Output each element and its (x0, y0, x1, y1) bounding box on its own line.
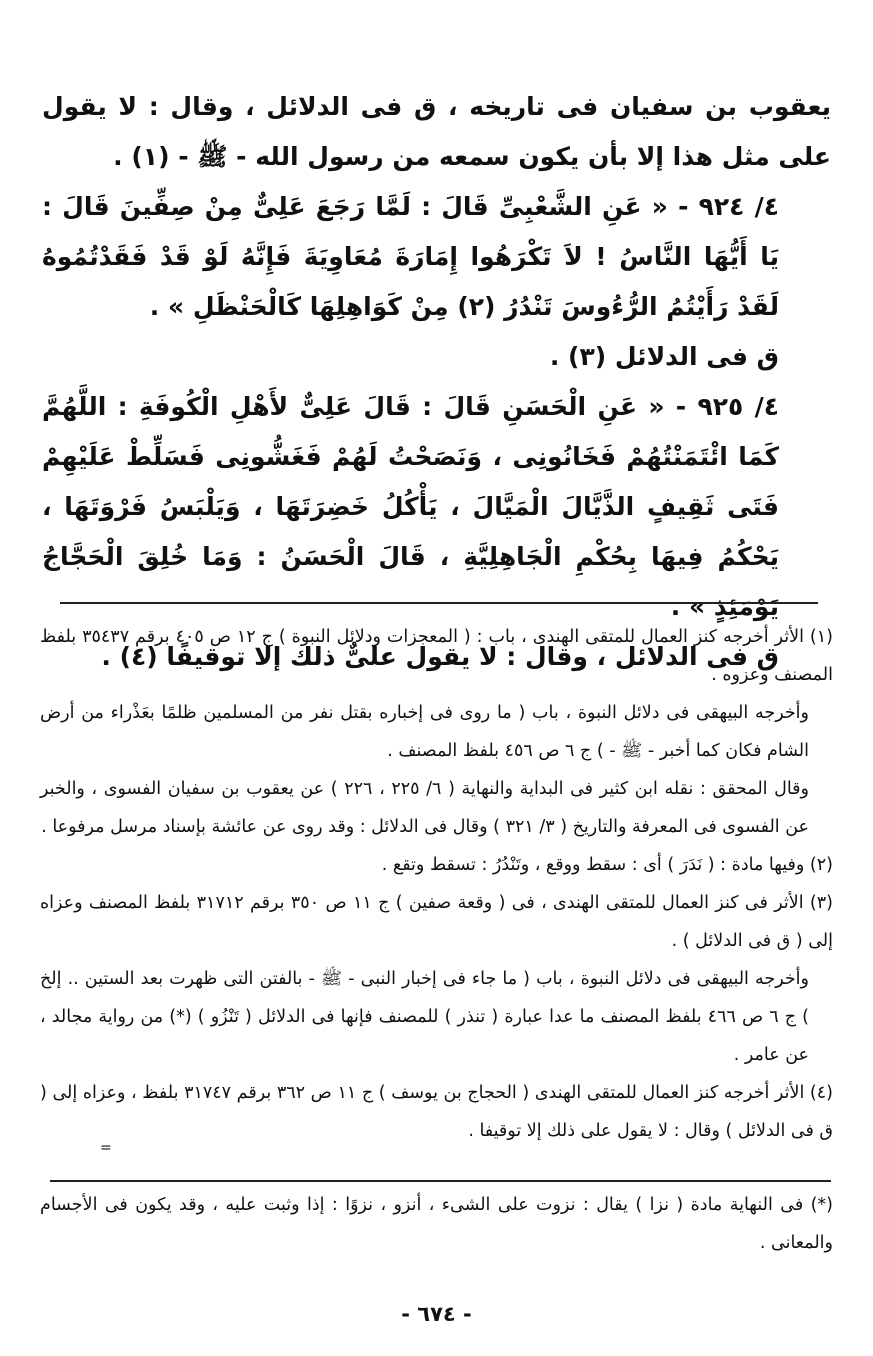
footnote-4: (٤) الأثر أخرجه كنز العمال للمتقى الهندى ( الحجاج بن يوسف ) ج ١١ ص ٣٦٢ برقم ٣١٧٤٧ بلفظ ، وعزاه إلى ( ق فى الدلائل ) وقال : لا يقول على ذلك إلا توقيفا . (40, 1083, 833, 1141)
main-paragraph: يعقوب بن سفيان فى تاريخه ، ق فى الدلائل ، وقال : لا يقول على مثل هذا إلا بأن يكون سمعه من رسول الله - ﷺ - (١) . (42, 92, 831, 171)
source-reference: ق فى الدلائل ، وقال : لا يقول علىٌّ ذلك إلا توقيفًا (٤) . (101, 642, 779, 671)
footnote-separator (60, 602, 818, 604)
footnote-3-continued: وأخرجه البيهقى فى دلائل النبوة ، باب ( ما جاء فى إخبار النبى - ﷺ - بالفتن التى ظهرت بعد الستين .. إلخ ) ج ٦ ص ٤٦٦ بلفظ المصنف ما عدا عبارة ( تنذر ) للمصنف فإنها فى الدلائل ( تَنْزُو ) (*) من رواية مجالد ، عن عامر . (40, 969, 809, 1065)
hadith-925: ٤/ ٩٢٥ - « عَنِ الْحَسَنِ قَالَ : قَالَ عَلِىٌّ لأَهْلِ الْكُوفَةِ : اللَّهُمَّ كَمَا ائْتَمَنْتُهُمْ فَخَانُونِى ، وَنَصَحْتُ لَهُمْ فَغَشُّونِى فَسَلِّطْ عَلَيْهِمْ فَتَى ثَقِيفٍ الذَّيَّالَ الْمَيَّالَ ، يَأْكُلُ خَضِرَتَهَا ، وَيَلْبَسُ فَرْوَتَهَا ، يَحْكُمُ فِيهَا بِحُكْمِ الْجَاهِلِيَّةِ ، قَالَ الْحَسَنُ : وَمَا خُلِقَ الْحَجَّاجُ يَوْمَئِذٍ » . (42, 392, 779, 621)
footnote-star: (*) فى النهاية مادة ( نزا ) يقال : نزوت على الشىء ، أنزو ، نزوًا : إذا وثبت عليه ، وقد يكون فى الأجسام والمعانى . (40, 1195, 833, 1253)
footnotes (40, 618, 833, 1150)
source-reference: ق فى الدلائل (٣) . (549, 342, 779, 371)
footnote-1-continued: وقال المحقق : نقله ابن كثير فى البداية والنهاية ( ٦/ ٢٢٥ ، ٢٢٦ ) عن يعقوب بن سفيان الفسوى ، والخبر عن الفسوى فى المعرفة والتاريخ ( ٣/ ٣٢١ ) وقال فى الدلائل : وقد روى عن عائشة بإسناد مرسل مرفوعا . (40, 779, 809, 837)
footnote-3: (٣) الأثر فى كنز العمال للمتقى الهندى ، فى ( وقعة صفين ) ج ١١ ص ٣٥٠ برقم ٣١٧١٢ بلفظ المصنف وعزاه إلى ( ق فى الدلائل ) . (40, 893, 833, 951)
hadith-924: ٤/ ٩٢٤ - « عَنِ الشَّعْبِىِّ قَالَ : لَمَّا رَجَعَ عَلِىٌّ مِنْ صِفِّينَ قَالَ : يَا أَيُّهَا النَّاسُ ! لاَ تَكْرَهُوا إِمَارَةَ مُعَاوِيَةَ فَإِنَّهُ لَوْ قَدْ فَقَدْتُمُوهُ لَقَدْ رَأَيْتُمُ الرُّءُوسَ تَنْدُرُ (٢) مِنْ كَوَاهِلِهَا كَالْحَنْظَلِ » . (42, 192, 779, 321)
footnote-2: (٢) وفيها مادة : ( نَدَرَ ) أى : سقط ووقع ، وتَنْدُرُ : تسقط وتقع . (381, 855, 833, 875)
editor-note (40, 1186, 833, 1262)
main-text (42, 82, 831, 682)
note-separator (50, 1180, 831, 1182)
page-number: - ٦٧٤ - (401, 1302, 472, 1326)
continuation-mark: = (100, 1140, 112, 1156)
footnote-1: (١) الأثر أخرجه كنز العمال للمتقى الهندى ، باب : ( المعجزات ودلائل النبوة ) ج ١٢ ص ٤٠٥ برقم ٣٥٤٣٧ بلفظ المصنف وعزوه . (40, 627, 833, 685)
footnote-1-continued: وأخرجه البيهقى فى دلائل النبوة ، باب ( ما روى فى إخباره بقتل نفر من المسلمين ظلمًا بعَذْراء من أرض الشام فكان كما أخبر - ﷺ - ) ج ٦ ص ٤٥٦ بلفظ المصنف . (40, 703, 809, 761)
